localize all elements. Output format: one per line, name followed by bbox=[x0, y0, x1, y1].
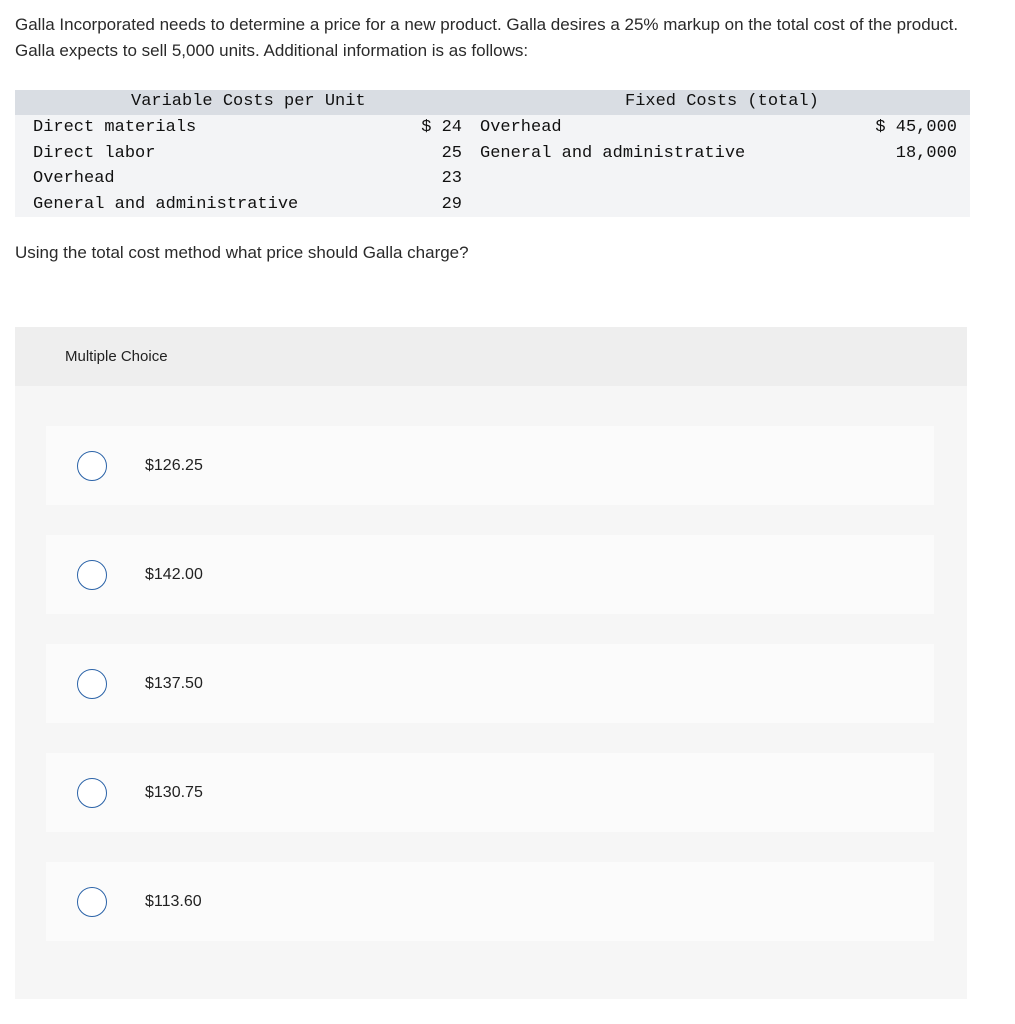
table-row bbox=[15, 141, 970, 167]
fixed-cost-amount: $ 45,000 bbox=[875, 118, 957, 137]
answer-option-3[interactable] bbox=[46, 644, 934, 723]
fixed-cost-label: General and administrative bbox=[480, 143, 746, 163]
answer-option-label: $126.25 bbox=[145, 456, 203, 474]
answer-option-4[interactable] bbox=[46, 753, 934, 832]
question-prompt: Using the total cost method what price should Galla charge? bbox=[15, 243, 469, 262]
multiple-choice-header bbox=[15, 327, 967, 386]
answer-options bbox=[46, 426, 934, 971]
radio-button-icon[interactable] bbox=[77, 778, 107, 808]
multiple-choice-panel bbox=[15, 327, 967, 999]
answer-option-label: $113.60 bbox=[145, 892, 202, 910]
radio-button-icon[interactable] bbox=[77, 669, 107, 699]
radio-button-icon[interactable] bbox=[77, 887, 107, 917]
cost-table bbox=[15, 90, 970, 217]
table-row bbox=[15, 166, 970, 192]
variable-cost-amount: 29 bbox=[441, 194, 462, 214]
table-row bbox=[15, 115, 970, 141]
variable-cost-label: General and administrative bbox=[33, 194, 299, 214]
variable-cost-amount: $ 24 bbox=[421, 118, 462, 137]
variable-cost-amount: 25 bbox=[441, 143, 462, 163]
variable-cost-label: Direct materials bbox=[33, 118, 197, 137]
radio-button-icon[interactable] bbox=[77, 451, 107, 481]
answer-option-5[interactable] bbox=[46, 862, 934, 941]
fixed-cost-label: Overhead bbox=[480, 118, 562, 137]
variable-cost-amount: 23 bbox=[441, 169, 462, 188]
radio-button-icon[interactable] bbox=[77, 560, 107, 590]
answer-option-label: $130.75 bbox=[145, 783, 203, 801]
answer-option-1[interactable] bbox=[46, 426, 934, 505]
fixed-costs-header: Fixed Costs (total) bbox=[625, 92, 819, 111]
cost-table-header bbox=[15, 90, 970, 115]
answer-option-2[interactable] bbox=[46, 535, 934, 614]
fixed-cost-amount: 18,000 bbox=[895, 143, 957, 163]
multiple-choice-title: Multiple Choice bbox=[65, 348, 168, 365]
table-row bbox=[15, 192, 970, 218]
question-text: Galla Incorporated needs to determine a price for a new product. Galla desires a 25% markup on the total cost of the product. Galla expects to sell 5,000 units. Additional information is as follows: bbox=[15, 15, 959, 60]
answer-option-label: $137.50 bbox=[145, 674, 203, 692]
variable-cost-label: Overhead bbox=[33, 169, 115, 188]
variable-costs-header: Variable Costs per Unit bbox=[131, 92, 366, 111]
variable-cost-label: Direct labor bbox=[33, 143, 156, 163]
answer-option-label: $142.00 bbox=[145, 565, 203, 583]
